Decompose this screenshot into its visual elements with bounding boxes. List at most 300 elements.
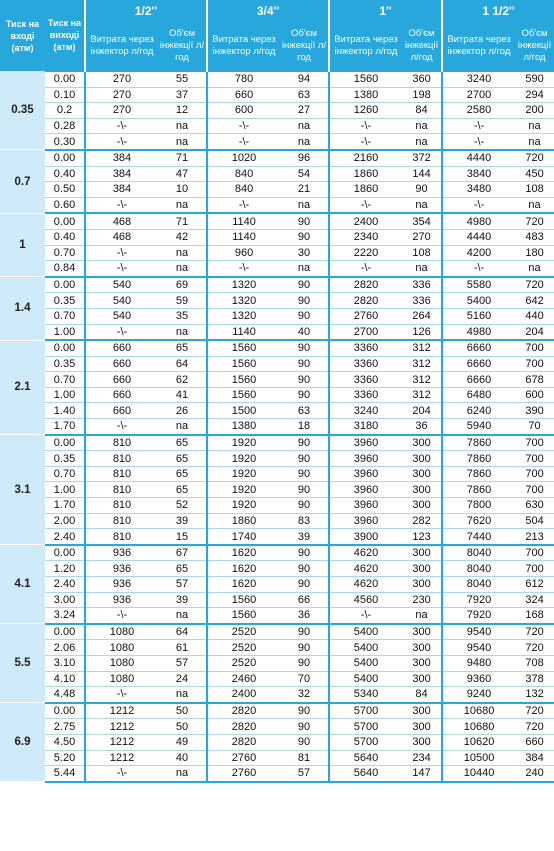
volume-cell: na [158,134,207,150]
flow-cell: 810 [85,498,158,514]
table-row [0,87,554,103]
volume-cell: 147 [402,766,442,782]
flow-cell: 4620 [329,577,402,593]
flow-cell: 1560 [207,592,280,608]
table-row [0,166,554,182]
volume-cell: 57 [158,655,207,671]
flow-cell: 1140 [207,213,280,229]
flow-cell: -\- [85,419,158,435]
flow-cell: -\- [85,134,158,150]
volume-cell: 300 [402,451,442,467]
flow-cell: 5700 [329,719,402,735]
volume-cell: 132 [515,687,554,703]
flow-cell: 3480 [442,182,515,198]
outlet-pressure-cell: 4.50 [45,734,85,750]
table-row [0,687,554,703]
volume-cell: na [158,608,207,624]
flow-header: Витрата через інжектор л/год [85,22,158,71]
outlet-pressure-cell: 0.00 [45,703,85,719]
volume-cell: 708 [515,655,554,671]
table-row [0,451,554,467]
volume-cell: na [402,134,442,150]
outlet-pressure-cell: 1.20 [45,561,85,577]
flow-cell: 660 [85,387,158,403]
table-row [0,545,554,561]
volume-cell: 90 [280,356,329,372]
volume-cell: 720 [515,640,554,656]
flow-cell: 3840 [442,166,515,182]
flow-cell: 7920 [442,592,515,608]
flow-cell: 5340 [329,687,402,703]
volume-cell: 57 [280,766,329,782]
flow-cell: 7860 [442,466,515,482]
volume-cell: 234 [402,750,442,766]
flow-cell: 8040 [442,545,515,561]
outlet-pressure-cell: 0.00 [45,435,85,451]
volume-cell: 720 [515,719,554,735]
size-header-one-and-half-inch: 1 1/2'' [442,0,554,22]
flow-cell: 6660 [442,356,515,372]
flow-cell: 3960 [329,498,402,514]
flow-cell: 9360 [442,671,515,687]
volume-cell: 300 [402,719,442,735]
volume-cell: 90 [280,293,329,309]
flow-cell: 1080 [85,655,158,671]
flow-cell: 1620 [207,545,280,561]
flow-cell: 936 [85,561,158,577]
flow-cell: 810 [85,451,158,467]
volume-cell: 52 [158,498,207,514]
flow-cell: 2820 [207,703,280,719]
volume-cell: 71 [158,213,207,229]
volume-cell: 32 [280,687,329,703]
volume-cell: 168 [515,608,554,624]
outlet-pressure-cell: 0.35 [45,293,85,309]
table-row [0,734,554,750]
volume-cell: na [515,134,554,150]
flow-cell: 6660 [442,340,515,356]
volume-cell: 61 [158,640,207,656]
table-row [0,529,554,545]
outlet-pressure-cell: 1.70 [45,498,85,514]
volume-cell: 90 [280,734,329,750]
volume-cell: 40 [280,324,329,340]
flow-cell: 2760 [207,750,280,766]
table-row [0,577,554,593]
outlet-pressure-cell: 0.60 [45,197,85,213]
volume-cell: 700 [515,435,554,451]
flow-cell: 3240 [329,403,402,419]
flow-cell: 10440 [442,766,515,782]
outlet-pressure-cell: 5.20 [45,750,85,766]
volume-cell: 360 [402,71,442,87]
volume-cell: 39 [158,513,207,529]
volume-cell: 65 [158,435,207,451]
table-row [0,197,554,213]
table-row [0,766,554,782]
volume-cell: 300 [402,466,442,482]
volume-cell: 123 [402,529,442,545]
volume-cell: 642 [515,293,554,309]
volume-cell: 36 [280,608,329,624]
flow-cell: 2400 [329,213,402,229]
flow-cell: 1320 [207,293,280,309]
flow-cell: -\- [85,766,158,782]
flow-cell: -\- [207,134,280,150]
volume-cell: 270 [402,229,442,245]
volume-cell: 720 [515,213,554,229]
table-row [0,419,554,435]
flow-cell: 4980 [442,213,515,229]
inlet-pressure-header: Тиск на вході (атм) [0,0,45,71]
volume-cell: 90 [280,719,329,735]
flow-cell: 1500 [207,403,280,419]
flow-cell: 5640 [329,766,402,782]
flow-cell: 3960 [329,435,402,451]
flow-cell: 10680 [442,703,515,719]
flow-cell: 3960 [329,451,402,467]
volume-cell: 300 [402,545,442,561]
volume-cell: 30 [280,245,329,261]
flow-cell: 3240 [442,71,515,87]
table-row [0,324,554,340]
table-row [0,261,554,277]
flow-cell: -\- [85,608,158,624]
volume-cell: 90 [280,561,329,577]
flow-cell: 270 [85,87,158,103]
flow-cell: 1560 [207,608,280,624]
volume-cell: 213 [515,529,554,545]
volume-cell: 300 [402,482,442,498]
volume-cell: 67 [158,545,207,561]
volume-cell: na [158,687,207,703]
flow-cell: 810 [85,435,158,451]
volume-cell: 300 [402,561,442,577]
table-row [0,671,554,687]
volume-cell: 180 [515,245,554,261]
volume-cell: 90 [280,640,329,656]
volume-cell: na [158,197,207,213]
volume-cell: 90 [280,451,329,467]
flow-cell: 1740 [207,529,280,545]
flow-cell: 1080 [85,624,158,640]
volume-cell: 300 [402,624,442,640]
outlet-pressure-cell: 0.30 [45,134,85,150]
volume-cell: 65 [158,561,207,577]
outlet-pressure-cell: 0.70 [45,372,85,388]
volume-cell: 700 [515,466,554,482]
volume-cell: 90 [402,182,442,198]
volume-cell: 90 [280,482,329,498]
flow-cell: 4620 [329,561,402,577]
flow-cell: 1212 [85,703,158,719]
table-row [0,513,554,529]
volume-header: Об'єм інжекції л/год [280,22,329,71]
volume-cell: 65 [158,340,207,356]
volume-cell: na [280,197,329,213]
flow-cell: 3960 [329,466,402,482]
flow-cell: 7860 [442,451,515,467]
flow-cell: 1560 [207,356,280,372]
outlet-pressure-cell: 0.35 [45,356,85,372]
volume-cell: 65 [158,466,207,482]
flow-cell: 2820 [207,719,280,735]
volume-cell: 230 [402,592,442,608]
flow-cell: -\- [329,197,402,213]
outlet-pressure-cell: 0.70 [45,466,85,482]
table-row [0,655,554,671]
table-row [0,245,554,261]
outlet-pressure-cell: 0.00 [45,213,85,229]
flow-cell: 3180 [329,419,402,435]
flow-cell: 2820 [329,277,402,293]
flow-cell: 936 [85,545,158,561]
flow-cell: 660 [85,340,158,356]
volume-cell: 90 [280,466,329,482]
inlet-pressure-cell: 1 [0,213,45,276]
flow-cell: 5940 [442,419,515,435]
outlet-pressure-cell: 5.44 [45,766,85,782]
volume-cell: 678 [515,372,554,388]
flow-cell: 810 [85,482,158,498]
table-row [0,277,554,293]
volume-cell: 264 [402,308,442,324]
flow-cell: 2820 [329,293,402,309]
table-row [0,213,554,229]
flow-cell: 4560 [329,592,402,608]
table-row [0,640,554,656]
volume-cell: 300 [402,734,442,750]
outlet-pressure-cell: 1.40 [45,403,85,419]
volume-cell: 312 [402,340,442,356]
outlet-pressure-cell: 1.00 [45,324,85,340]
table-body [0,71,554,782]
flow-cell: -\- [207,118,280,134]
outlet-pressure-cell: 4.48 [45,687,85,703]
flow-cell: 3960 [329,482,402,498]
volume-cell: na [402,261,442,277]
flow-cell: 1380 [329,87,402,103]
flow-cell: 2760 [207,766,280,782]
volume-cell: 71 [158,150,207,166]
volume-cell: 312 [402,356,442,372]
flow-cell: 780 [207,71,280,87]
volume-cell: 720 [515,703,554,719]
flow-cell: 1140 [207,229,280,245]
volume-cell: na [158,245,207,261]
flow-cell: 1920 [207,435,280,451]
flow-cell: 8040 [442,577,515,593]
flow-cell: 936 [85,577,158,593]
flow-cell: 9540 [442,624,515,640]
volume-cell: 49 [158,734,207,750]
flow-cell: 5160 [442,308,515,324]
volume-cell: 50 [158,719,207,735]
volume-cell: na [158,766,207,782]
flow-cell: 2220 [329,245,402,261]
volume-cell: 90 [280,372,329,388]
flow-cell: 4620 [329,545,402,561]
flow-cell: 660 [85,372,158,388]
flow-cell: 660 [207,87,280,103]
flow-cell: 5400 [329,624,402,640]
flow-cell: 1320 [207,308,280,324]
volume-cell: 50 [158,703,207,719]
table-row [0,372,554,388]
outlet-pressure-cell: 0.00 [45,150,85,166]
flow-cell: 1920 [207,451,280,467]
volume-cell: 90 [280,229,329,245]
volume-cell: 15 [158,529,207,545]
flow-cell: 1860 [329,166,402,182]
outlet-pressure-cell: 2.75 [45,719,85,735]
flow-cell: 1920 [207,498,280,514]
outlet-pressure-header: Тиск на виході (атм) [45,0,85,71]
table-row [0,387,554,403]
volume-cell: na [280,261,329,277]
inlet-pressure-cell: 5.5 [0,624,45,703]
volume-cell: 90 [280,277,329,293]
outlet-pressure-cell: 0.00 [45,340,85,356]
table-row [0,435,554,451]
volume-cell: 144 [402,166,442,182]
flow-cell: 1320 [207,277,280,293]
flow-cell: 2520 [207,640,280,656]
flow-header: Витрата через інжектор л/год [207,22,280,71]
flow-cell: 7620 [442,513,515,529]
volume-cell: 590 [515,71,554,87]
volume-cell: 336 [402,293,442,309]
volume-cell: 450 [515,166,554,182]
inlet-pressure-cell: 1.4 [0,277,45,340]
flow-cell: 1560 [207,387,280,403]
table-row [0,118,554,134]
volume-cell: na [158,419,207,435]
volume-cell: 90 [280,387,329,403]
flow-header: Витрата через інжектор л/год [442,22,515,71]
flow-cell: 1560 [329,71,402,87]
volume-cell: na [402,608,442,624]
flow-cell: 4440 [442,229,515,245]
flow-cell: 1920 [207,466,280,482]
volume-cell: 90 [280,624,329,640]
table-row [0,482,554,498]
volume-cell: na [158,261,207,277]
volume-cell: 282 [402,513,442,529]
outlet-pressure-cell: 3.10 [45,655,85,671]
flow-cell: 810 [85,466,158,482]
volume-cell: 90 [280,340,329,356]
outlet-pressure-cell: 0.00 [45,545,85,561]
volume-cell: 83 [280,513,329,529]
flow-cell: 2700 [442,87,515,103]
flow-cell: 10500 [442,750,515,766]
volume-cell: 63 [280,87,329,103]
flow-cell: 2460 [207,671,280,687]
table-row [0,134,554,150]
outlet-pressure-cell: 1.00 [45,387,85,403]
table-row [0,403,554,419]
flow-cell: 1860 [207,513,280,529]
volume-cell: 90 [280,577,329,593]
volume-cell: 483 [515,229,554,245]
table-row [0,592,554,608]
flow-cell: 540 [85,293,158,309]
flow-cell: 660 [85,403,158,419]
table-row [0,103,554,119]
volume-header: Об'єм інжекції л/год [402,22,442,71]
flow-cell: 384 [85,182,158,198]
volume-header: Об'єм інжекції л/год [515,22,554,71]
volume-cell: 126 [402,324,442,340]
flow-cell: 5400 [329,671,402,687]
table-row [0,356,554,372]
flow-cell: 1260 [329,103,402,119]
flow-cell: 660 [85,356,158,372]
flow-cell: -\- [442,261,515,277]
inlet-pressure-cell: 0.35 [0,71,45,150]
inlet-pressure-cell: 2.1 [0,340,45,435]
flow-cell: -\- [85,245,158,261]
flow-cell: 9480 [442,655,515,671]
flow-cell: 540 [85,277,158,293]
volume-cell: 300 [402,577,442,593]
volume-cell: 27 [280,103,329,119]
volume-cell: 63 [280,403,329,419]
volume-cell: 720 [515,624,554,640]
outlet-pressure-cell: 2.06 [45,640,85,656]
volume-cell: 720 [515,150,554,166]
volume-cell: 300 [402,671,442,687]
flow-cell: 3960 [329,513,402,529]
volume-cell: na [515,118,554,134]
flow-cell: 270 [85,71,158,87]
volume-cell: 41 [158,387,207,403]
flow-cell: 7800 [442,498,515,514]
outlet-pressure-cell: 0.00 [45,624,85,640]
outlet-pressure-cell: 4.10 [45,671,85,687]
outlet-pressure-cell: 1.70 [45,419,85,435]
volume-cell: 81 [280,750,329,766]
flow-cell: 1080 [85,640,158,656]
flow-cell: -\- [442,118,515,134]
inlet-pressure-cell: 3.1 [0,435,45,545]
flow-cell: 1080 [85,671,158,687]
outlet-pressure-cell: 0.2 [45,103,85,119]
volume-cell: 440 [515,308,554,324]
flow-cell: 6240 [442,403,515,419]
volume-cell: 294 [515,87,554,103]
volume-cell: 612 [515,577,554,593]
flow-cell: -\- [85,687,158,703]
volume-cell: 84 [402,687,442,703]
volume-cell: 204 [402,403,442,419]
volume-cell: 700 [515,356,554,372]
outlet-pressure-cell: 2.40 [45,577,85,593]
flow-cell: 1920 [207,482,280,498]
flow-cell: 7860 [442,482,515,498]
volume-cell: 700 [515,561,554,577]
volume-cell: 312 [402,387,442,403]
outlet-pressure-cell: 1.00 [45,482,85,498]
flow-cell: 2580 [442,103,515,119]
flow-cell: 4980 [442,324,515,340]
flow-cell: 3360 [329,356,402,372]
volume-cell: 198 [402,87,442,103]
table-row [0,608,554,624]
table-row [0,703,554,719]
flow-cell: -\- [85,261,158,277]
